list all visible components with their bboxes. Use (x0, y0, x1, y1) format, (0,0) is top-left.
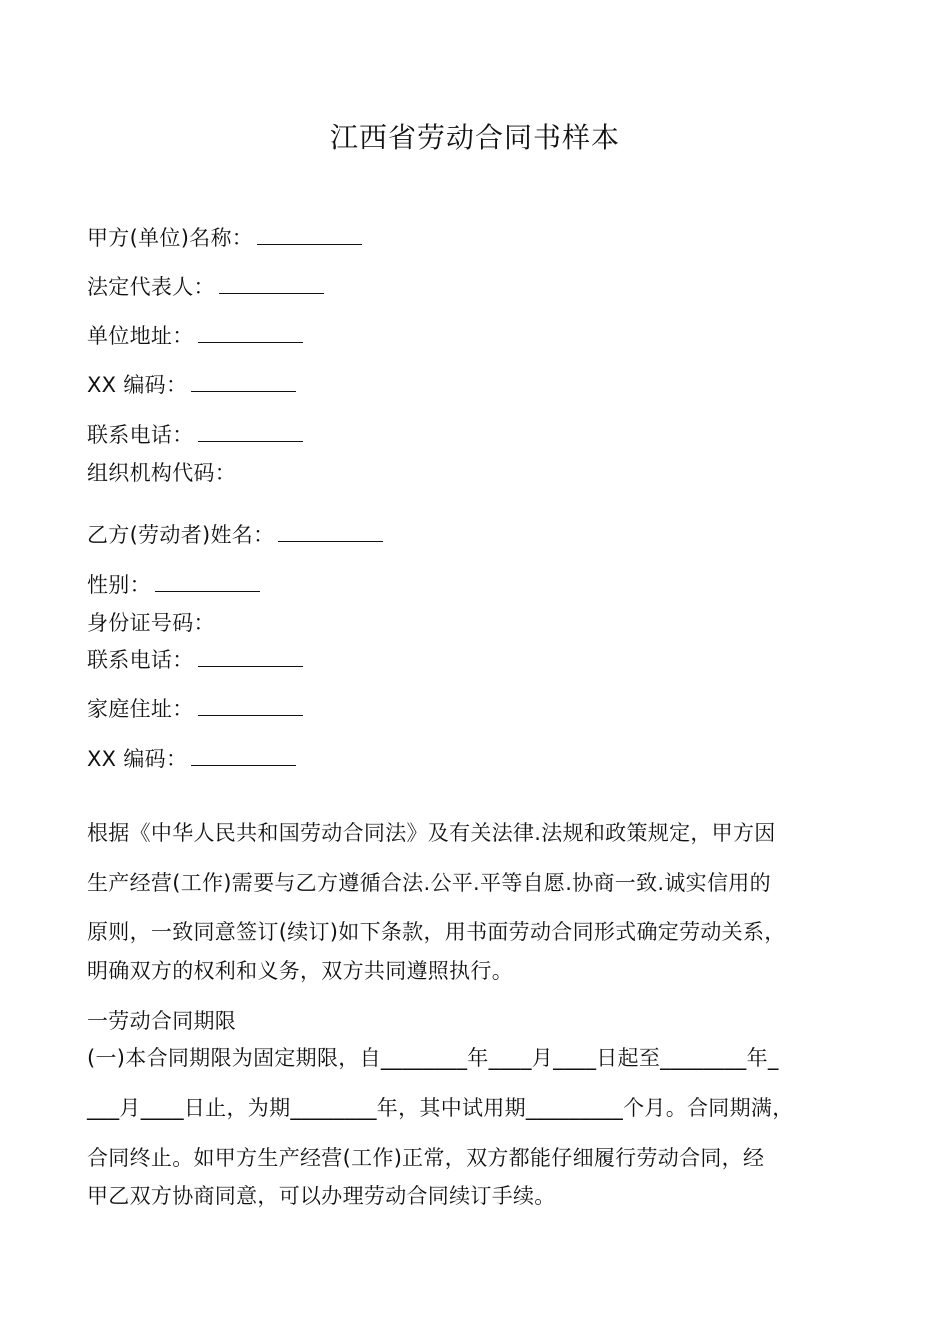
party-b-gender-label: 性别： (87, 573, 151, 597)
party-b-postcode-field (87, 745, 296, 773)
party-a-legal-rep-blank (219, 273, 324, 294)
preamble-line: 根据《中华人民共和国劳动合同法》及有关法律.法规和政策规定，甲方因 (87, 821, 776, 845)
section-body-line: (一)本合同期限为固定期限，自________年____月____日起至________年_ (87, 1046, 779, 1070)
preamble-line: 原则，一致同意签订(续订)如下条款，用书面劳动合同形式确定劳动关系， (87, 920, 786, 944)
party-b-home-address-label: 家庭住址： (87, 697, 194, 721)
party-a-name-label: 甲方(单位)名称： (87, 226, 254, 250)
party-a-address-blank (198, 322, 303, 343)
party-a-address-field (87, 322, 303, 350)
party-b-phone-field (87, 646, 303, 674)
section-heading: 一劳动合同期限 (87, 1009, 237, 1033)
party-a-postcode-label: XX 编码： (87, 373, 188, 397)
party-b-home-address-blank (198, 695, 303, 716)
document-title: 江西省劳动合同书样本 (329, 121, 620, 154)
party-a-phone-blank (198, 421, 303, 442)
party-b-name-field (87, 521, 383, 549)
party-a-name-blank (257, 224, 362, 245)
preamble-line: 生产经营(工作)需要与乙方遵循合法.公平.平等自愿.协商一致.诚实信用的 (87, 871, 771, 895)
party-b-gender-blank (155, 571, 260, 592)
party-a-org-code-label: 组织机构代码： (87, 461, 237, 485)
party-b-postcode-blank (191, 745, 296, 766)
party-a-legal-rep-field (87, 273, 324, 301)
party-a-phone-field (87, 421, 303, 449)
party-b-postcode-label: XX 编码： (87, 747, 188, 771)
party-b-home-address-field (87, 695, 303, 723)
section-body-line: 合同终止。如甲方生产经营(工作)正常，双方都能仔细履行劳动合同，经 (87, 1146, 765, 1170)
party-b-gender-field (87, 571, 260, 599)
party-a-org-code-field (87, 459, 236, 487)
party-b-phone-label: 联系电话： (87, 648, 194, 672)
party-a-postcode-blank (191, 371, 296, 392)
party-a-legal-rep-label: 法定代表人： (87, 275, 215, 299)
party-b-name-blank (278, 521, 383, 542)
section-body-line: 甲乙双方协商同意，可以办理劳动合同续订手续。 (87, 1184, 556, 1208)
party-a-postcode-field (87, 371, 296, 399)
party-b-id-label: 身份证号码： (87, 611, 215, 635)
section-body-line: ___月____日止，为期________年，其中试用期_________个月。合同期满， (87, 1096, 794, 1120)
preamble-line: 明确双方的权利和义务，双方共同遵照执行。 (87, 959, 513, 983)
party-b-name-label: 乙方(劳动者)姓名： (87, 523, 275, 547)
party-b-phone-blank (198, 646, 303, 667)
party-a-address-label: 单位地址： (87, 324, 194, 348)
party-a-phone-label: 联系电话： (87, 423, 194, 447)
party-a-name-field (87, 224, 362, 252)
party-b-id-field (87, 609, 215, 637)
